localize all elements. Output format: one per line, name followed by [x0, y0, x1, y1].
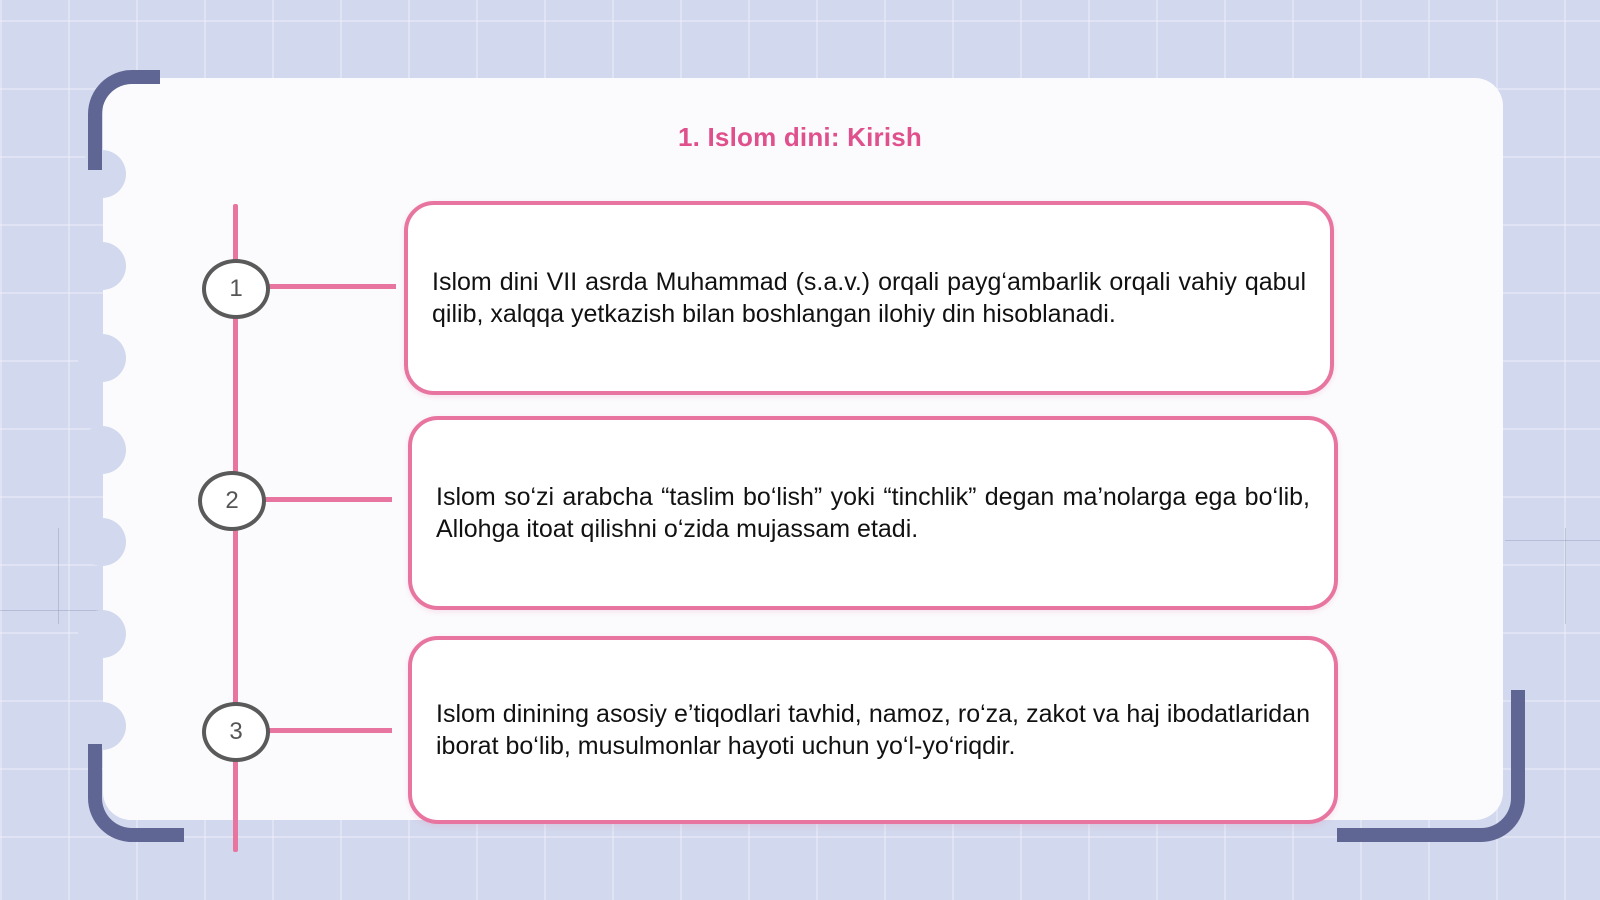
slide-title: 1. Islom dini: Kirish [677, 122, 922, 152]
timeline-card-text: Islom dinining asosiy e’tiqodlari tavhid, namoz, ro‘za, zakot va haj ibodatlaridan iborat bo‘lib, musulmonlar hayoti uchun yo‘l-yo‘riqdir. [436, 700, 1310, 760]
corner-bracket-top-left [88, 70, 160, 170]
step-number-1: 1 [202, 259, 270, 319]
timeline-card-2 [408, 416, 1338, 610]
page-scallop [78, 702, 126, 750]
timeline-card-1 [404, 201, 1334, 395]
crosshair-decoration [1505, 540, 1600, 541]
page-scallop [78, 242, 126, 290]
timeline-card-text: Islom so‘zi arabcha “taslim bo‘lish” yoki “tinchlik” degan ma’nolarga ega bo‘lib, Allohga itoat qilishni o‘zida mujassam etadi. [436, 483, 1310, 543]
timeline-connector [266, 728, 392, 733]
timeline-connector [262, 497, 392, 502]
step-number-3: 3 [202, 702, 270, 762]
timeline-card-3 [408, 636, 1338, 824]
step-number-2: 2 [198, 471, 266, 531]
timeline-card-text: Islom dini VII asrda Muhammad (s.a.v.) orqali payg‘ambarlik orqali vahiy qabul qilib, xalqqa yetkazish bilan boshlangan ilohiy din hisoblanadi. [432, 268, 1306, 328]
page-scallop [78, 610, 126, 658]
corner-bracket-bottom-left [88, 744, 184, 842]
corner-bracket-bottom-right [1337, 690, 1525, 842]
timeline-connector [266, 284, 396, 289]
page-scallop [78, 426, 126, 474]
page-scallop [78, 334, 126, 382]
page-scallop [78, 518, 126, 566]
crosshair-decoration [1565, 528, 1566, 624]
